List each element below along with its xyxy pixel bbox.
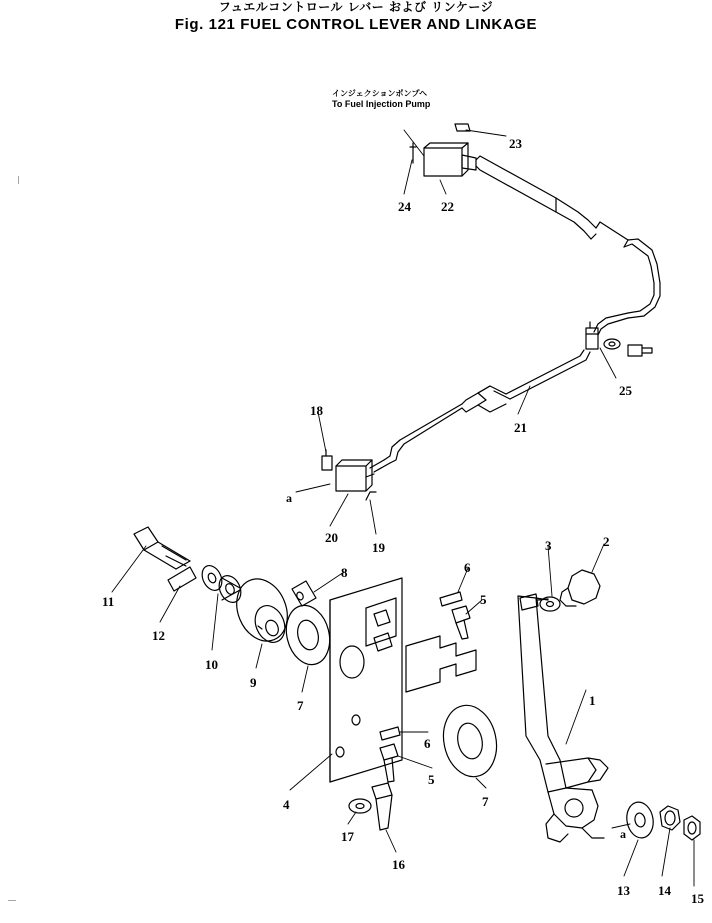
- callout-16: 16: [392, 857, 405, 872]
- part-18-pin: [322, 450, 332, 470]
- part-14-nut: [660, 806, 680, 830]
- callout-17: 17: [341, 829, 354, 844]
- cable-upper: [556, 198, 660, 335]
- part-23-rod: [455, 124, 556, 212]
- callout-7-left: 7: [297, 698, 304, 713]
- part-16-bolt: [372, 783, 392, 830]
- note-to-fuel-injection-pump: [332, 88, 430, 110]
- part-22-fitting: [424, 143, 476, 176]
- callout-10: 10: [205, 657, 218, 672]
- part-11-bolt: [134, 527, 190, 569]
- callout-2: 2: [603, 534, 610, 549]
- part-5-bolt-upper: [452, 606, 470, 639]
- callout-15: 15: [691, 891, 704, 906]
- title-japanese: フュエルコントロール レバー および リンケージ: [218, 0, 494, 14]
- callout-23: 23: [509, 136, 522, 151]
- callout-14: 14: [658, 883, 671, 898]
- callout-5-lower: 5: [428, 772, 435, 787]
- part-13-washer: [624, 800, 656, 840]
- callout-a-left: a: [286, 491, 292, 505]
- callout-24: 24: [398, 199, 411, 214]
- part-1-lever: [518, 596, 608, 842]
- callout-6-lower: 6: [424, 736, 431, 751]
- part-24-pin: [410, 143, 416, 163]
- part-6-washer-lower: [380, 727, 400, 740]
- callout-8: 8: [341, 565, 348, 580]
- part-2-knob: [560, 570, 600, 606]
- callout-21: 21: [514, 420, 527, 435]
- callout-12: 12: [152, 628, 165, 643]
- part-19-lever: [366, 492, 376, 500]
- callout-25: 25: [619, 383, 632, 398]
- callout-6-upper: 6: [464, 560, 471, 575]
- callout-22: 22: [441, 199, 454, 214]
- callout-7-right: 7: [482, 794, 489, 809]
- part-21-cable: [370, 350, 590, 472]
- part-5-bolt-lower: [380, 744, 398, 782]
- part-17-washer: [349, 799, 371, 813]
- part-20-block: [336, 460, 374, 491]
- leader-lines: [112, 130, 694, 886]
- callout-a-right: a: [620, 827, 626, 841]
- callout-3: 3: [545, 538, 552, 553]
- part-7-pulley-left: [280, 601, 335, 669]
- callout-11: 11: [102, 594, 115, 609]
- callout-13: 13: [617, 883, 630, 898]
- callout-20: 20: [325, 530, 338, 545]
- part-12-spacer: [168, 567, 196, 591]
- callout-9: 9: [250, 675, 257, 690]
- callout-19: 19: [372, 540, 385, 555]
- title-english: Fig. 121 FUEL CONTROL LEVER AND LINKAGE: [174, 16, 538, 33]
- callout-18: 18: [310, 403, 323, 418]
- callout-4: 4: [283, 797, 290, 812]
- part-10-washers: [198, 562, 245, 606]
- note-english: To Fuel Injection Pump: [332, 99, 431, 109]
- part-4-bracket: [330, 578, 402, 782]
- registration-tick-left: [18, 176, 19, 184]
- part-7-pulley-right: [437, 700, 503, 781]
- part-6-washer-upper: [440, 592, 462, 606]
- note-japanese: インジェクションポンプヘ: [332, 89, 428, 98]
- registration-tick-bottom: [8, 900, 16, 901]
- callout-1: 1: [589, 693, 596, 708]
- part-15-nut: [684, 816, 700, 840]
- callout-5-upper: 5: [480, 592, 487, 607]
- bracket-arm: [406, 636, 476, 692]
- part-8-key: [292, 581, 316, 606]
